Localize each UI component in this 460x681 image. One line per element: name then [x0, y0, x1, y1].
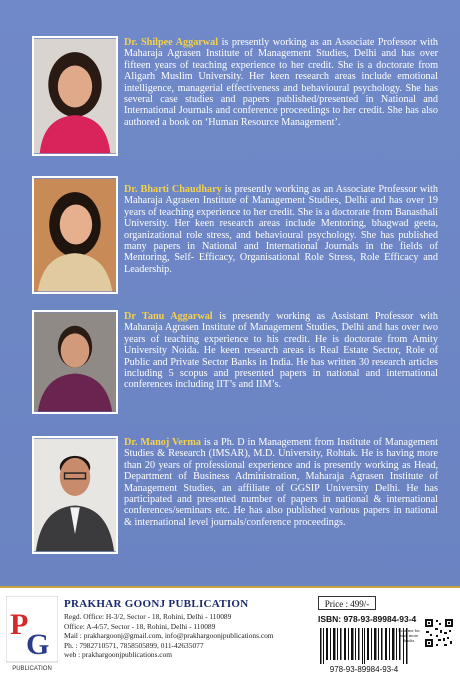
publisher-web[interactable]: web : prakhargoonjpublications.com	[64, 650, 173, 660]
publisher-logo	[6, 596, 58, 674]
author-3-photo	[32, 310, 118, 414]
author-2-photo	[32, 176, 118, 294]
scan-text: Scan me for visit more books	[398, 628, 420, 643]
author-2-bio: Dr. Bharti Chaudhary is presently working as an Associate Professor with Maharaja Agrasen Institute of Management Studies, Delhi and has over 19 years of teaching experience to her credit. She is a doctorate from Banasthali University. Her keen research areas include Mentoring, bhagwad geeta, organizational role stress, and behavioural psychology. She has published many papers in National and International Journals in the fields of Mentoring, Self- Efficacy, Organisational Role Stress, Role Efficacy and Leadership.	[124, 184, 438, 275]
author-4-photo	[32, 436, 118, 554]
publisher-name: PRAKHAR GOONJ PUBLICATION	[64, 598, 249, 610]
author-3-bio: Dr Tanu Aggarwal is presently working as Assistant Professor with Maharaja Agrasen Institute of Management Studies, Delhi and has over two years of teaching experience to his credit. He is doctorate from Amity University Noida. He keen research areas is Real Estate Sector, Role of Public and Private Sector Banks in India. He has written 30 research articles including 5 scopus and presented papers in national and international conferences including IIT’s and IIM’s.	[124, 311, 438, 391]
svg-text:PUBLICATION: PUBLICATION	[12, 666, 52, 672]
author-4-bio: Dr. Manoj Verma is a Ph. D in Management from Institute of Management Studies & Research (IMSAR), M.D. University, Rohtak. He is having more than 20 years of professional experience and is presently working as Head, Department of Business Administration, Maharaja Agrasen Institute of Management Studies, an affiliate of GGSIP University Delhi. He has participated and presented number of papers in national & international conferences/seminars etc. He has also published various papers in national & international level journals/conference proceedings.	[124, 437, 438, 528]
portrait-image	[34, 312, 116, 412]
author-1-photo	[32, 36, 118, 156]
publisher-line: Regd. Office: H-3/2, Sector - 18, Rohini, Delhi - 110089	[64, 612, 232, 621]
portrait-image	[34, 178, 116, 292]
price-box: Price : 499/-	[318, 596, 376, 610]
svg-text:G: G	[26, 628, 50, 661]
publisher-line: Office: A-4/57, Sector - 18, Rohini, Delhi - 110089	[64, 621, 216, 631]
portrait-image	[34, 438, 116, 552]
portrait-image	[34, 38, 116, 154]
publisher-phone: Ph. : 7982710571, 7858505899, 011-42635077	[64, 640, 204, 650]
isbn-digits: 978-93-89984-93-4	[329, 665, 399, 674]
publisher-address	[64, 612, 274, 660]
author-1-bio: Dr. Shilpee Aggarwal is presently working as an Associate Professor with Maharaja Agrasen Institute of Management Studies, Delhi and has over fifteen years of teaching experience to her credit. She is a doctorate from Aligarh Muslim University. Her keen research areas include emotional intelligence, managerial effectiveness and behavioural psychology. She has several case studies and papers published/presented in National and International Journals and conference proceedings to her credit. She has also authored a book on ‘Human Resource Management’.	[124, 37, 438, 128]
isbn-label: ISBN: 978-93-89984-93-4	[318, 614, 417, 624]
pg-logo-icon	[6, 596, 58, 674]
qr-code-icon[interactable]	[424, 618, 454, 648]
svg-text:P: P	[10, 608, 29, 641]
barcode-icon	[318, 628, 410, 664]
publisher-email[interactable]: Mail : prakhargoonj@gmail.com, info@prakhargoonjpublications.com	[64, 631, 274, 641]
